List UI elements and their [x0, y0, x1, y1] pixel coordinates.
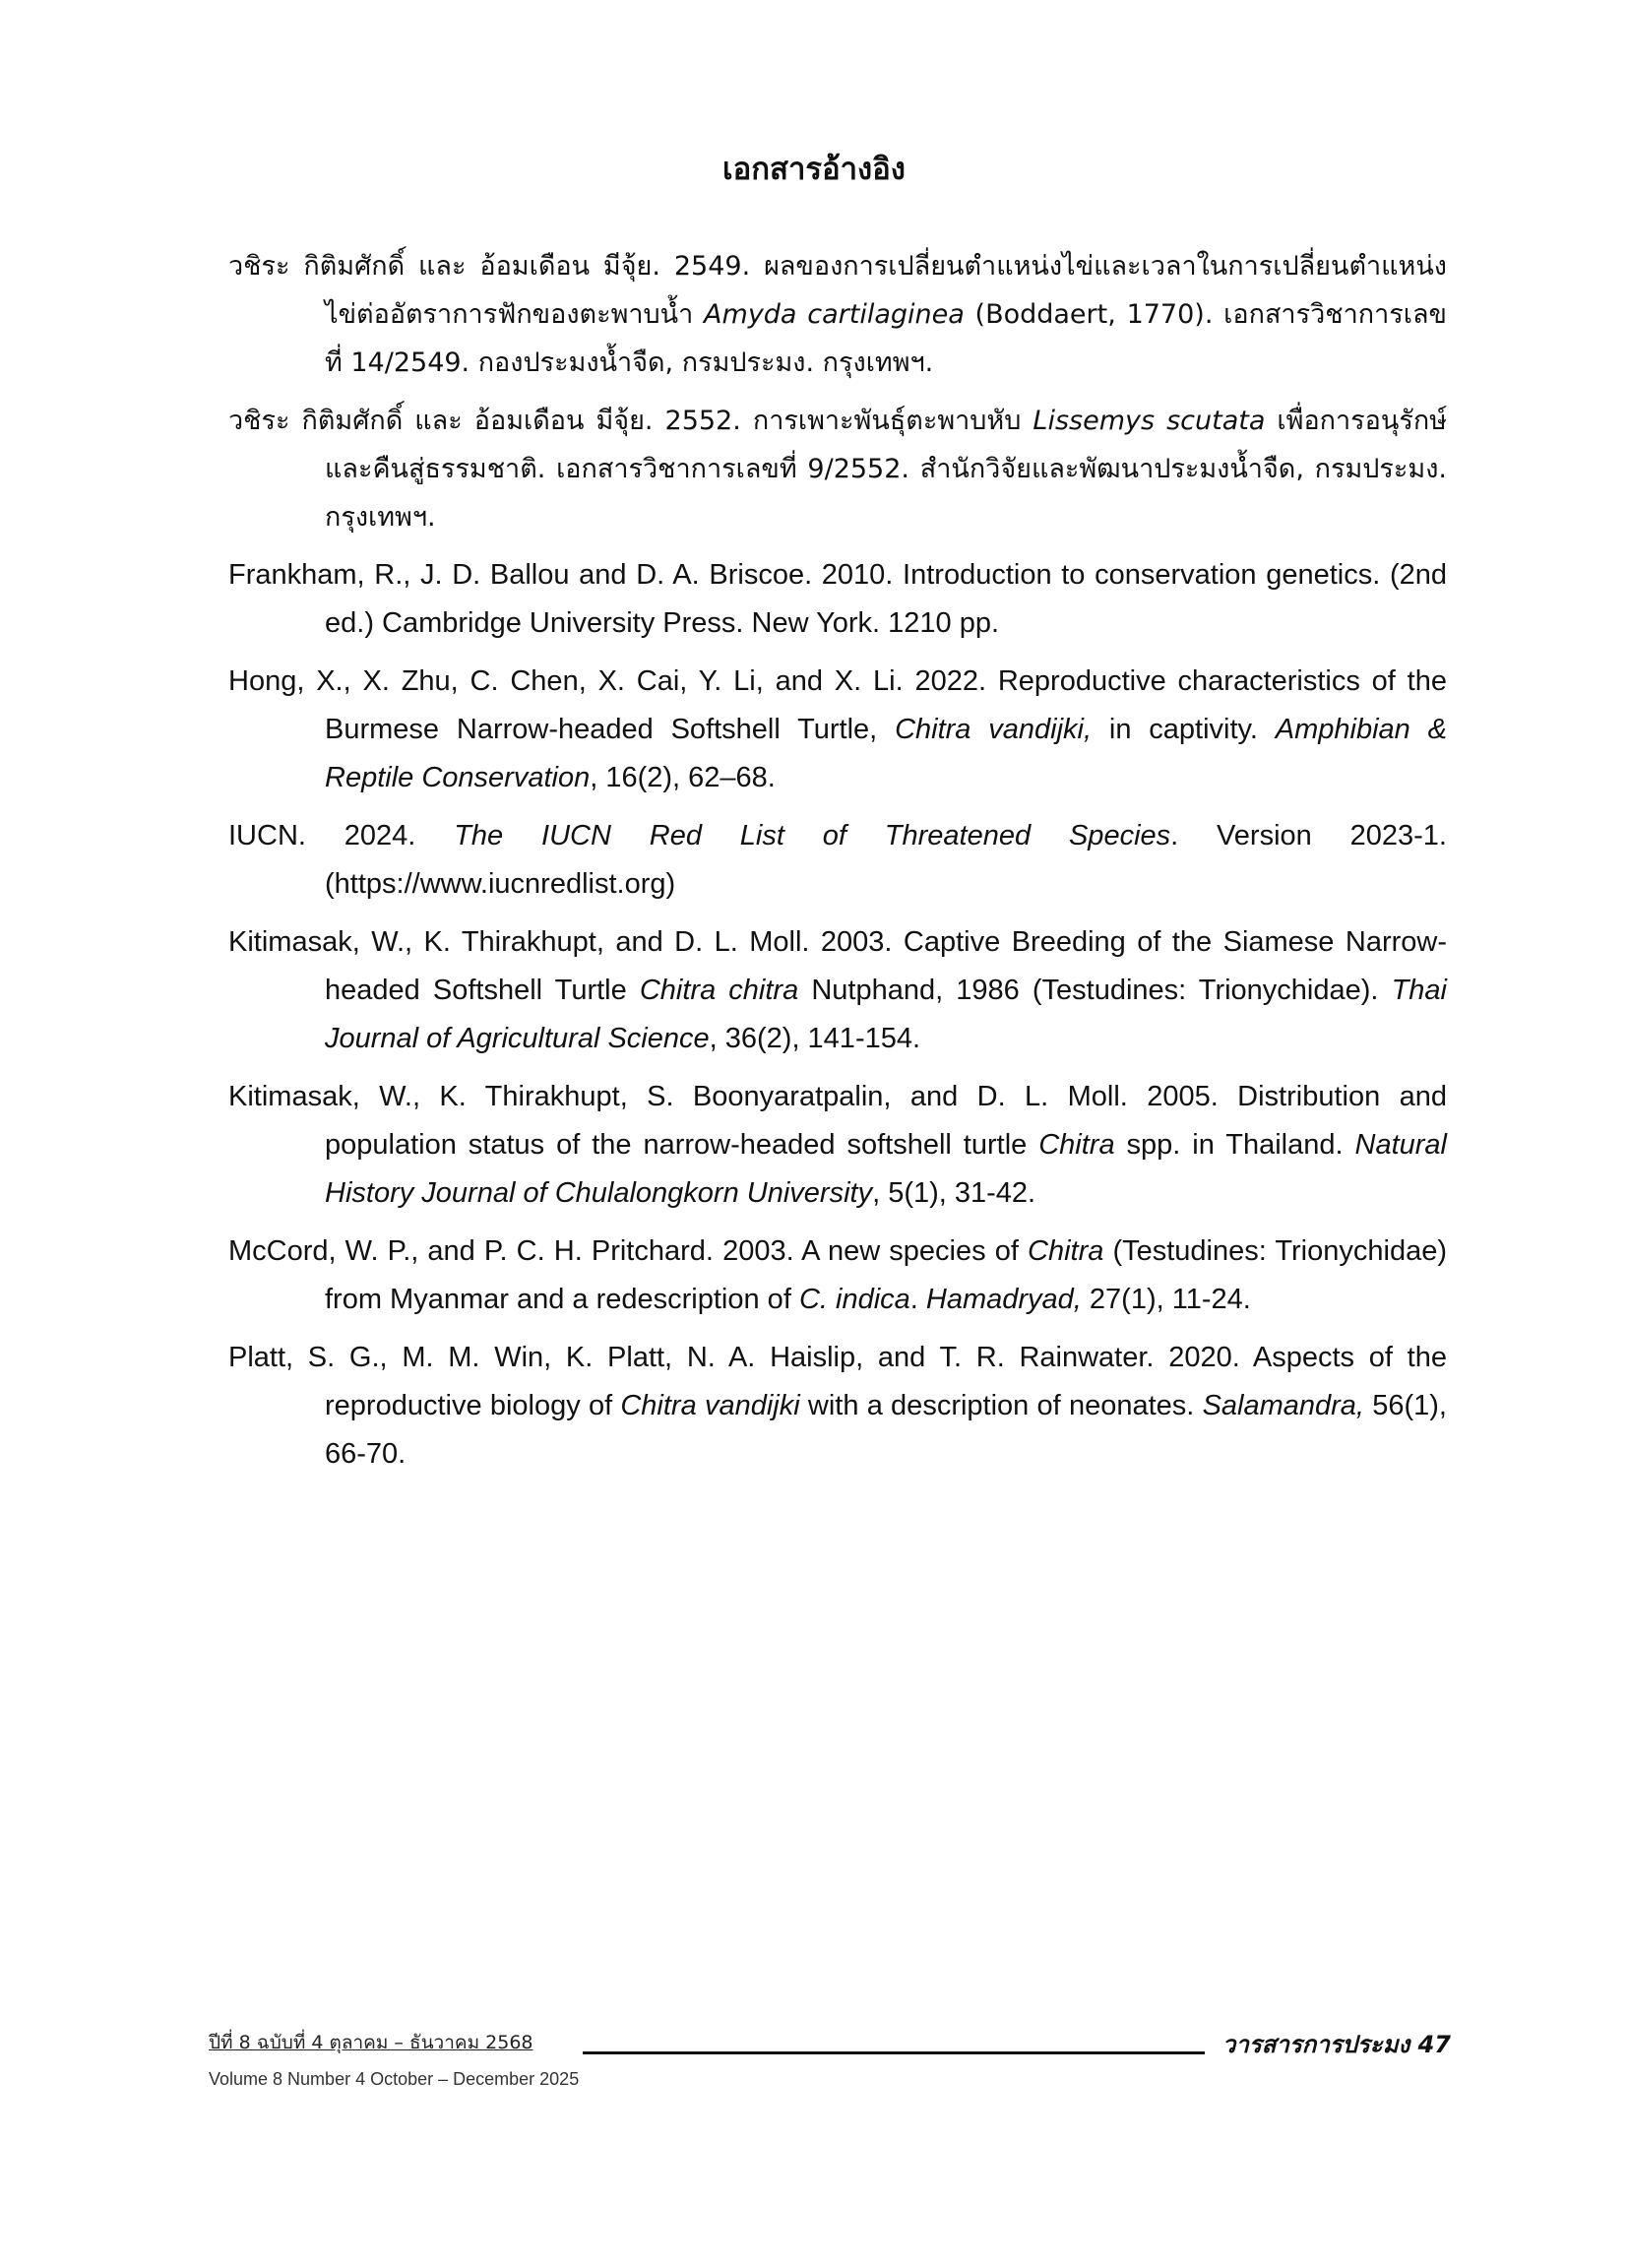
reference-text: . Version 2023-1. (https://www.iucnredlist.org) — [325, 820, 1447, 900]
reference-text: Platt, S. G., M. M. Win, K. Platt, N. A. Haislip, and T. R. Rainwater. 2020. Aspects of the reproductive biology of — [228, 1342, 1447, 1421]
reference-italic-text: Chitra chitra — [639, 975, 799, 1006]
reference-text: 27(1), 11-24. — [1081, 1284, 1251, 1315]
reference-text: with a description of neonates. — [799, 1390, 1203, 1421]
footer-journal-page: วารสารการประมง 47 — [1221, 2031, 1451, 2058]
page-title: เอกสารอ้างอิง — [722, 152, 906, 187]
reference-text: McCord, W. P., and P. C. H. Pritchard. 2003. A new species of — [228, 1235, 1028, 1267]
reference-italic-text: Thai Journal of Agricultural Science — [325, 975, 1447, 1054]
reference-italic-text: Chitra vandijki, — [895, 714, 1093, 745]
reference-italic-text: Amphibian & Reptile Conservation — [325, 714, 1447, 793]
reference-italic-text: Chitra — [1028, 1235, 1104, 1267]
reference-list — [228, 242, 1447, 1488]
reference-text: , 16(2), 62–68. — [590, 762, 776, 793]
reference-text: วชิระ กิติมศักดิ์ และ อ้อมเดือน มีจุ้ย. 2552. การเพาะพันธุ์ตะพาบหับ — [228, 406, 1033, 436]
reference-text: in captivity. — [1092, 714, 1276, 745]
reference-item — [228, 551, 1447, 648]
reference-item — [228, 812, 1447, 909]
reference-italic-text: Chitra vandijki — [620, 1390, 800, 1421]
reference-item — [228, 1334, 1447, 1479]
reference-item — [228, 658, 1447, 802]
reference-item — [228, 242, 1447, 387]
reference-text: Kitimasak, W., K. Thirakhupt, and D. L. Moll. 2003. Captive Breeding of the Siamese Narrow-headed Softshell Turtle — [228, 926, 1447, 1006]
reference-italic-text: C. indica — [798, 1284, 910, 1315]
reference-item — [228, 1073, 1447, 1218]
reference-text: วชิระ กิติมศักดิ์ และ อ้อมเดือน มีจุ้ย. 2549. ผลของการเปลี่ยนตำแหน่งไข่และเวลาในการเปลี่ยนตำแหน่งไข่ต่ออัตราการฟักของตะพาบน้ำ — [228, 251, 1447, 330]
reference-text: spp. in Thailand. — [1114, 1129, 1355, 1161]
footer-divider — [583, 2051, 1205, 2054]
reference-text: IUCN. 2024. — [228, 820, 455, 851]
footer-english-issue: Volume 8 Number 4 October – December 2025 — [209, 2069, 580, 2089]
reference-italic-text: Chitra — [1038, 1129, 1115, 1161]
reference-text: Frankham, R., J. D. Ballou and D. A. Briscoe. 2010. Introduction to conservation genetics. (2nd ed.) Cambridge University Press. New York. 1210 pp. — [228, 559, 1447, 639]
reference-text: (Boddaert, 1770). เอกสารวิชาการเลขที่ 14/2549. กองประมงน้ำจืด, กรมประมง. กรุงเทพฯ. — [325, 299, 1447, 378]
reference-text: . — [909, 1284, 926, 1315]
footer-thai-issue: ปีที่ 8 ฉบับที่ 4 ตุลาคม – ธันวาคม 2568 — [209, 2032, 533, 2053]
reference-text: 56(1), 66-70. — [325, 1390, 1447, 1470]
reference-italic-text: Hamadryad, — [925, 1284, 1082, 1315]
reference-italic-text: Amyda cartilaginea — [704, 299, 965, 330]
reference-text: Nutphand, 1986 (Testudines: Trionychidae). — [798, 975, 1392, 1006]
reference-italic-text: Lissemys scutata — [1033, 406, 1266, 436]
reference-item — [228, 918, 1447, 1063]
reference-text: , 5(1), 31-42. — [872, 1177, 1036, 1209]
reference-text: , 36(2), 141-154. — [709, 1023, 921, 1054]
reference-text: (Testudines: Trionychidae) from Myanmar and a redescription of — [325, 1235, 1448, 1315]
reference-italic-text: The IUCN Red List of Threatened Species — [454, 820, 1171, 851]
page-footer — [209, 2030, 1451, 2109]
reference-italic-text: Natural History Journal of Chulalongkorn University — [325, 1129, 1447, 1209]
reference-text: Kitimasak, W., K. Thirakhupt, S. Boonyaratpalin, and D. L. Moll. 2005. Distribution and population status of the narrow-headed softshell turtle — [228, 1081, 1447, 1161]
reference-item — [228, 397, 1447, 541]
reference-item — [228, 1228, 1447, 1324]
reference-text: เพื่อการอนุรักษ์และคืนสู่ธรรมชาติ. เอกสารวิชาการเลขที่ 9/2552. สำนักวิจัยและพัฒนาประมงน้ำจืด, กรมประมง. กรุงเทพฯ. — [325, 406, 1447, 533]
reference-text: Hong, X., X. Zhu, C. Chen, X. Cai, Y. Li, and X. Li. 2022. Reproductive characteristics of the Burmese Narrow-headed Softshell Turtle, — [228, 665, 1447, 745]
reference-italic-text: Salamandra, — [1202, 1390, 1364, 1421]
